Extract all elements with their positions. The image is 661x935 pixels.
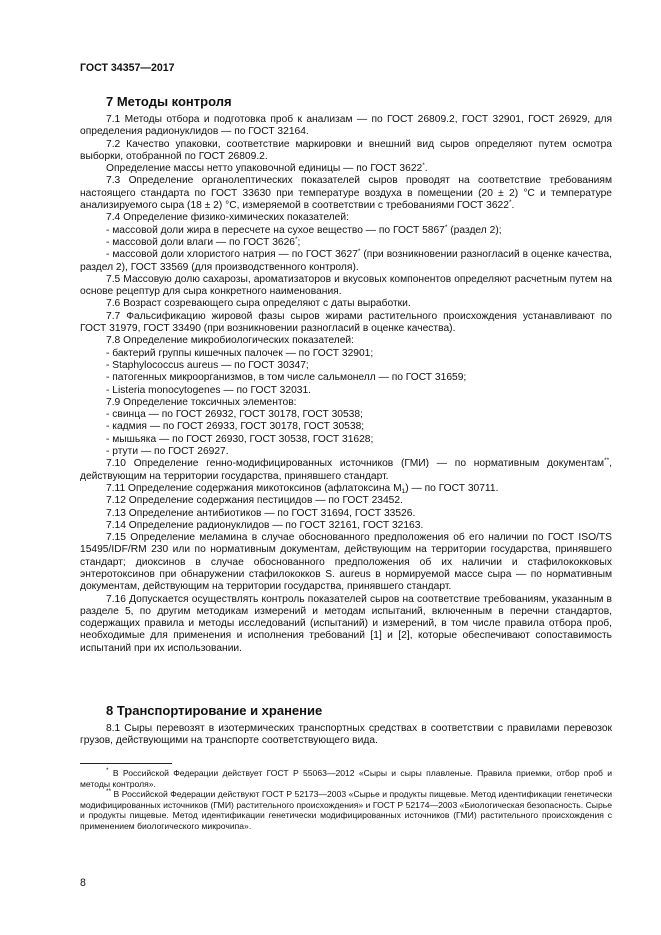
footnote-ref: ** xyxy=(604,457,610,465)
paragraph-7-6: 7.6 Возраст созревающего сыра определяют с даты выработки. xyxy=(106,298,411,310)
paragraph-7-5: 7.5 Массовую долю сахарозы, ароматизаторов и вкусовых компонентов определяют расчетным путем на основе рецептур для сыра конкретного наименования. xyxy=(80,273,612,298)
paragraph-7-2: 7.2 Качество упаковки, соответствие маркировки и внешний вид сыров определяют путем осмотра выборки, отобранной по ГОСТ 26809.2. xyxy=(80,138,612,162)
paragraph-7-15: 7.15 Определение меламина в случае обоснованного предположения об его наличии по ГОСТ ISO/TS 15495/IDF/RM 230 или по нормативным документам, действующим на территории государства, принявшего стандарт; диоксинов в случае обоснованного предположения об их наличии и стафилококковых энтеротоксинов при обнаружении стафилококков S. aureus в нормируемой массе сыра — по нормативным документам, действующим на территории государства, принявшего стандарт. xyxy=(80,532,612,593)
footnote-ref: * xyxy=(357,248,361,256)
list-item: - Listeria monocytogenes — по ГОСТ 32031. xyxy=(106,384,312,396)
footnote-ref: * xyxy=(422,162,425,170)
paragraph-7-11: 7.11 Определение содержания микотоксинов (афлатоксина $М_1$) — по ГОСТ 30711. xyxy=(106,482,499,495)
page-number: 8 xyxy=(80,877,86,889)
paragraph-7-7: 7.7 Фальсификацию жировой фазы сыров жирами растительного происхождения устанавливают по ГОСТ 31979, ГОСТ 33490 (при возникновении разногласий в оценке качества). xyxy=(80,310,612,335)
paragraph-7-8: 7.8 Определение микробиологических показателей: xyxy=(106,335,355,347)
paragraph-7-16: 7.16 Допускается осуществлять контроль показателей сыров на соответствие требованиям, указанным в разделе 5, по другим методикам измерений и методам испытаний, включенным в перечни стандартов, содержащих правила и методы исследований (испытаний) и измерений, в том числе правила отбора проб, необходимые для применения и исполнения требований [1] и [2], которые обеспечивают сопоставимость испытаний при их использовании. xyxy=(80,593,612,654)
footnote-ref: * xyxy=(295,235,298,243)
paragraph-7-3: 7.3 Определение органолептических показателей сыров проводят на соответствие требованиям настоящего стандарта по ГОСТ 33630 при температуре воздуха в помещении (20 ± 2) °С и температуре анализируемого сыра (18 ± 2) °С, измеряемой в соответствии с требованиями ГОСТ 3622*. xyxy=(80,175,612,212)
list-item: - кадмия — по ГОСТ 26933, ГОСТ 30178, ГОСТ 30538; xyxy=(106,421,365,433)
section-8-title: 8 Транспортирование и хранение xyxy=(106,703,323,718)
list-item: - бактерий группы кишечных палочек — по ГОСТ 32901; xyxy=(106,347,374,359)
paragraph-7-13: 7.13 Определение антибиотиков — по ГОСТ 31694, ГОСТ 33526. xyxy=(106,507,416,519)
list-item: - мышьяка — по ГОСТ 26930, ГОСТ 30538, ГОСТ 31628; xyxy=(106,433,374,445)
list-item: - ртути — по ГОСТ 26927. xyxy=(106,446,229,458)
footnote-ref: * xyxy=(508,199,512,207)
paragraph-7-14: 7.14 Определение радионуклидов — по ГОСТ 32161, ГОСТ 32163. xyxy=(106,519,424,531)
paragraph-8-1: 8.1 Сыры перевозят в изотермических транспортных средствах в соответствии с правилами перевозок грузов, действующими на транспорте соответствующего вида. xyxy=(80,723,612,747)
list-item: - свинца — по ГОСТ 26932, ГОСТ 30178, ГОСТ 30538; xyxy=(106,409,363,421)
list-item: - массовой доли жира в пересчете на сухое вещество — по ГОСТ 5867* (раздел 2); xyxy=(106,223,502,236)
paragraph-7-12: 7.12 Определение содержания пестицидов — по ГОСТ 23452. xyxy=(106,495,403,507)
paragraph-7-10: 7.10 Определение генно-модифицированных источников (ГМИ) — по нормативным документам**, действующим на территории государства, принявшего стандарт. xyxy=(80,457,612,482)
footnote-ref: * xyxy=(444,223,448,231)
section-7-title: 7 Методы контроля xyxy=(106,94,232,109)
footnote-1: * В Российской Федерации действует ГОСТ Р 55063—2012 «Сыры и сыры плавленые. Правила приемки, отбор проб и методы контроля». xyxy=(80,767,612,789)
paragraph-7-1: 7.1 Методы отбора и подготовка проб к анализам — по ГОСТ 26809.2, ГОСТ 32901, ГОСТ 26929, для определения радионуклидов — по ГОСТ 32164. xyxy=(80,114,612,138)
footnote-divider xyxy=(80,763,172,764)
footnote-2: ** В Российской Федерации действуют ГОСТ Р 52173—2003 «Сырье и продукты пищевые. Метод идентификации генетически модифицированных источников (ГМИ) растительного происхождения» и ГОСТ Р 52174—2003 «Биологическая безопасность. Сырье и продукты пищевые. Метод идентификации генетически модифицированных источников (ГМИ) растительного происхождения с применением биологического микрочипа». xyxy=(80,788,612,831)
list-item: - Staphylococcus aureus — по ГОСТ 30347; xyxy=(106,359,309,371)
section-8-body xyxy=(80,723,612,748)
document-header: ГОСТ 34357—2017 xyxy=(80,62,175,74)
section-7-body xyxy=(80,114,612,655)
paragraph-7-9: 7.9 Определение токсичных элементов: xyxy=(106,396,297,408)
list-item: - патогенных микроорганизмов, в том числе сальмонелл — по ГОСТ 31659; xyxy=(106,372,467,384)
list-item: - массовой доли хлористого натрия — по ГОСТ 3627* (при возникновении разногласий в оценке качества, раздел 2), ГОСТ 33569 (для производственного контроля). xyxy=(80,248,612,273)
list-item: - массовой доли влаги — по ГОСТ 3626*; xyxy=(106,235,301,248)
paragraph-7-2-mass: Определение массы нетто упаковочной единицы — по ГОСТ 3622*. xyxy=(106,162,428,175)
paragraph-7-4: 7.4 Определение физико-химических показателей: xyxy=(106,212,349,224)
footnotes xyxy=(80,768,612,832)
